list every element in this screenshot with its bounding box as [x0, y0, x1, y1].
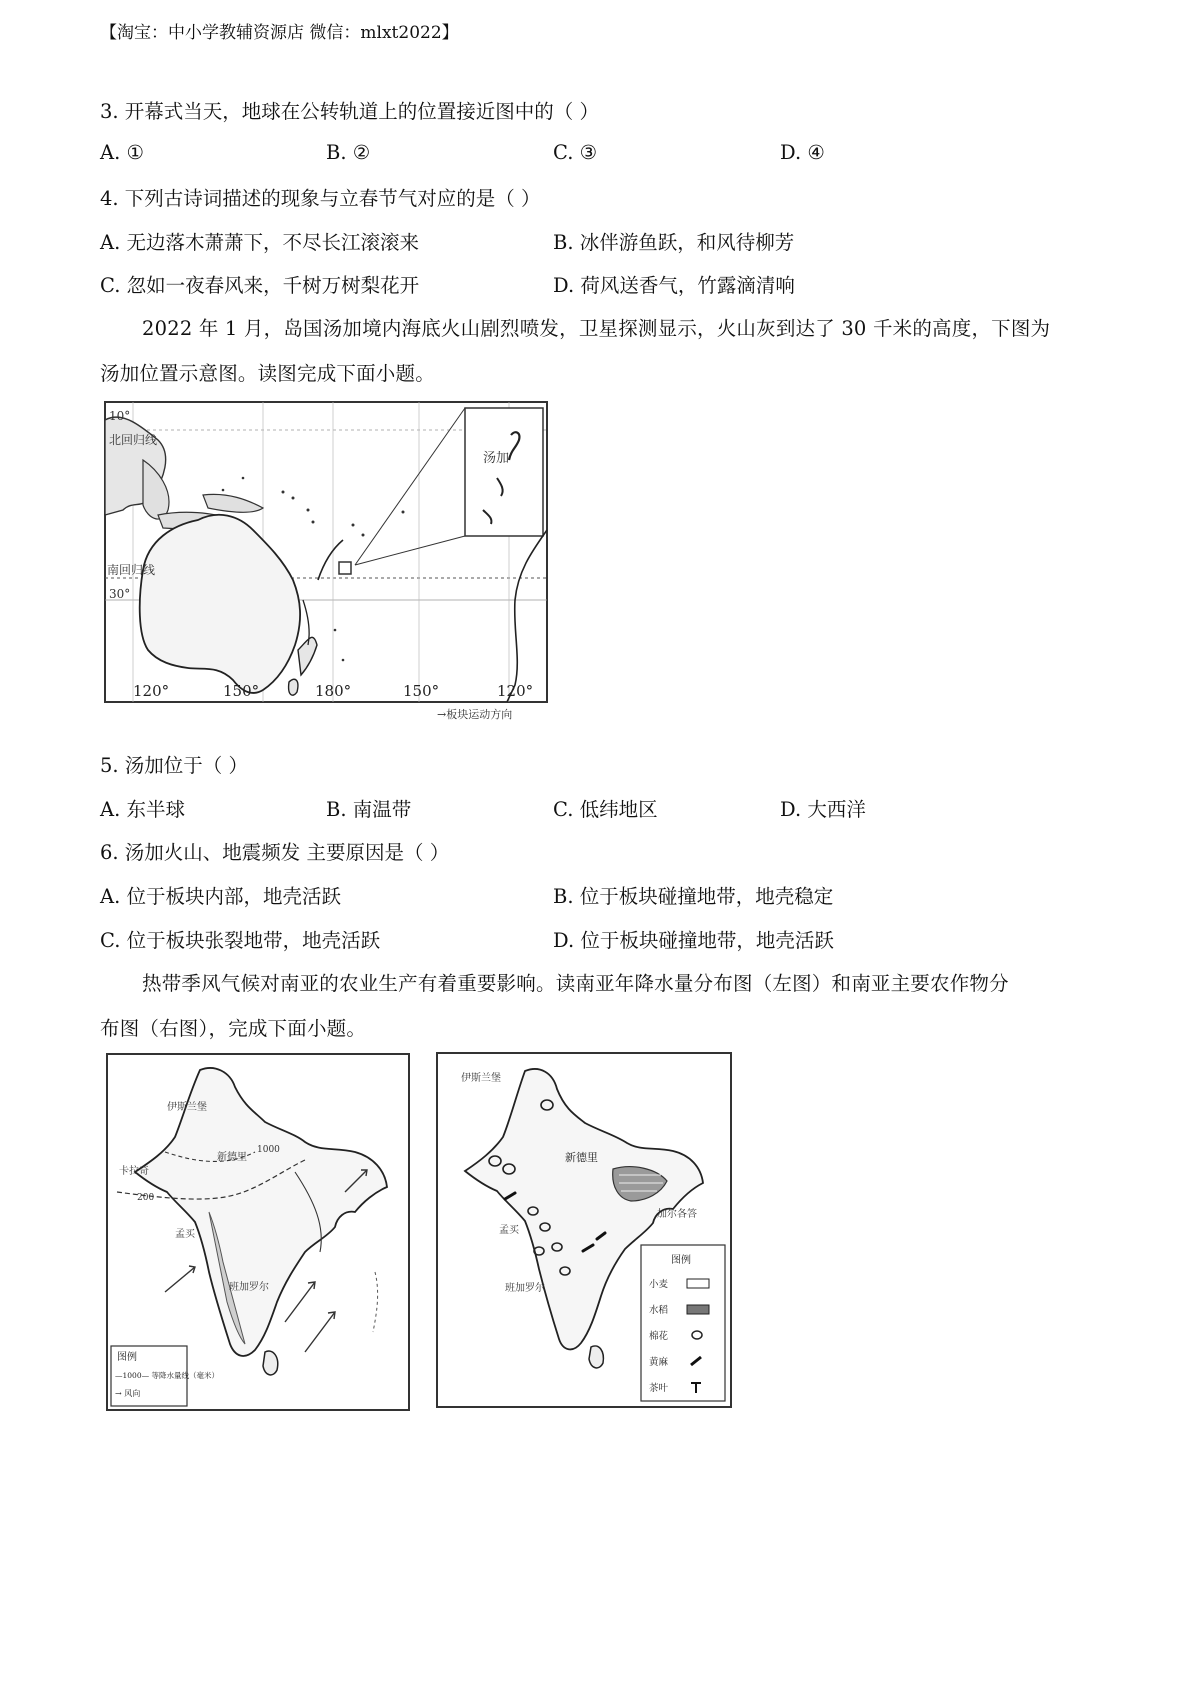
q3-option-b: B. ②: [326, 141, 371, 164]
legend-wheat-swatch: [687, 1279, 709, 1288]
intro-paragraph-1-line-2: 汤加位置示意图。读图完成下面小题。: [100, 362, 435, 385]
q6-option-d: D. 位于板块碰撞地带，地壳活跃: [553, 929, 834, 952]
right-map-label-kolkata: 加尔各答: [657, 1209, 697, 1220]
right-map-label-islamabad: 伊斯兰堡: [461, 1073, 501, 1084]
q4-option-d: D. 荷风送香气，竹露滴清响: [553, 274, 795, 297]
left-map-legend-title: 图例: [117, 1352, 137, 1363]
legend-tea: 茶叶: [649, 1383, 669, 1394]
intro-paragraph-2-line-1: 热带季风气候对南亚的农业生产有着重要影响。读南亚年降水量分布图（左图）和南亚主要农作物分: [142, 972, 1009, 995]
q6-option-c: C. 位于板块张裂地带，地壳活跃: [100, 929, 381, 952]
question-4-stem: 4. 下列古诗词描述的现象与立春节气对应的是（ ）: [100, 187, 541, 210]
q6-option-a: A. 位于板块内部，地壳活跃: [100, 885, 341, 908]
q4-option-a: A. 无边落木萧萧下，不尽长江滚滚来: [100, 231, 419, 254]
legend-wheat: 小麦: [649, 1279, 669, 1290]
lon-label-180: 180°: [315, 682, 352, 700]
lat-label-10: 10°: [109, 409, 131, 423]
left-map-label-karachi: 卡拉奇: [119, 1166, 149, 1177]
north-tropic-label: 北回归线: [109, 433, 158, 447]
lon-label-120w: 120°: [497, 682, 534, 700]
q3-option-a: A. ①: [100, 141, 144, 164]
legend-jute: 黄麻: [649, 1357, 669, 1368]
right-map-label-mumbai: 孟买: [499, 1225, 519, 1236]
q3-option-d: D. ④: [780, 141, 825, 164]
plate-motion-legend: →板块运动方向: [437, 708, 513, 721]
q4-option-b: B. 冰伴游鱼跃，和风待柳芳: [553, 231, 795, 254]
q5-option-d: D. 大西洋: [780, 798, 866, 821]
q5-option-c: C. 低纬地区: [553, 798, 658, 821]
left-map-label-bangalore: 班加罗尔: [229, 1282, 269, 1293]
lon-label-150e: 150°: [223, 682, 260, 700]
legend-rice: 水稻: [649, 1305, 669, 1316]
left-map-label-mumbai: 孟买: [175, 1229, 195, 1240]
question-5-stem: 5. 汤加位于（ ）: [100, 754, 249, 777]
left-map-label-new-delhi: 新德里: [217, 1152, 247, 1163]
page-header: 【淘宝：中小学教辅资源店 微信：mlxt2022】: [100, 23, 459, 43]
south-asia-precipitation-map: [105, 1052, 413, 1414]
legend-cotton: 棉花: [649, 1331, 669, 1342]
right-map-legend-title: 图例: [671, 1255, 691, 1266]
left-map-label-islamabad: 伊斯兰堡: [167, 1102, 207, 1113]
legend-rice-swatch: [687, 1305, 709, 1314]
right-map-label-bangalore: 班加罗尔: [505, 1283, 545, 1294]
south-tropic-label: 南回归线: [107, 563, 156, 577]
left-map-isohyet-1000: 1000: [257, 1145, 280, 1155]
q5-option-b: B. 南温带: [326, 798, 412, 821]
south-asia-crops-map: [435, 1051, 735, 1411]
left-map-legend-wind: → 风向: [115, 1389, 141, 1398]
lon-label-120e: 120°: [133, 682, 170, 700]
left-map-legend-isohyet: —1000— 等降水量线（毫米）: [115, 1371, 219, 1380]
q4-option-c: C. 忽如一夜春风来，千树万树梨花开: [100, 274, 420, 297]
right-map-label-new-delhi: 新德里: [565, 1151, 598, 1164]
tonga-location-map: [103, 400, 551, 725]
intro-paragraph-2-line-2: 布图（右图），完成下面小题。: [100, 1017, 367, 1040]
q5-option-a: A. 东半球: [100, 798, 185, 821]
question-6-stem: 6. 汤加火山、地震频发 主要原因是（ ）: [100, 841, 450, 864]
question-3-stem: 3. 开幕式当天，地球在公转轨道上的位置接近图中的（ ）: [100, 100, 600, 123]
lat-label-30: 30°: [109, 587, 131, 601]
q3-option-c: C. ③: [553, 141, 598, 164]
q6-option-b: B. 位于板块碰撞地带，地壳稳定: [553, 885, 834, 908]
intro-paragraph-1-line-1: 2022 年 1 月，岛国汤加境内海底火山剧烈喷发，卫星探测显示，火山灰到达了 30 千米的高度，下图为: [142, 317, 1051, 340]
lon-label-150w: 150°: [403, 682, 440, 700]
inset-label-tonga: 汤加: [483, 451, 510, 466]
left-map-isohyet-200: 200: [137, 1193, 155, 1203]
